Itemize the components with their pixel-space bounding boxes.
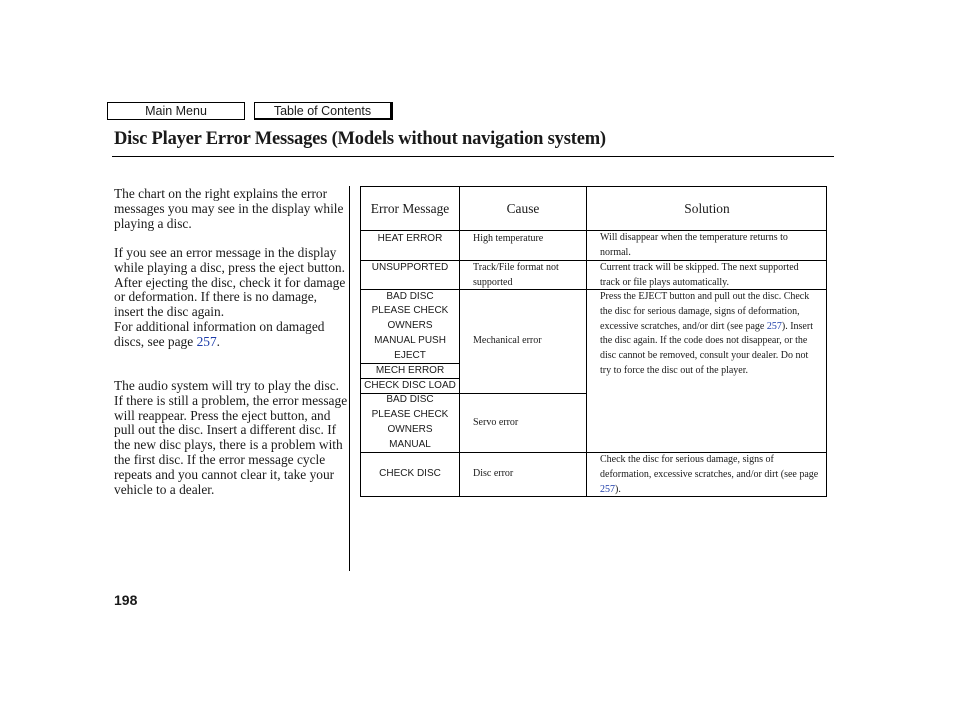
- error-bad-disc-manual: BAD DISC PLEASE CHECK OWNERS MANUAL: [371, 394, 449, 450]
- page-number: 198: [114, 592, 138, 608]
- page-link-257[interactable]: 257: [600, 483, 615, 495]
- header-cause: Cause: [506, 200, 540, 216]
- intro-paragraph-2: [114, 246, 350, 350]
- cause-unsupported: Track/File format not supported: [473, 262, 559, 288]
- error-check-disc-load: CHECK DISC LOAD: [364, 379, 456, 391]
- cause-heat: High temperature: [473, 232, 544, 244]
- table-of-contents-button[interactable]: Table of Contents: [254, 102, 393, 120]
- solution-disc-text-a: Check the disc for serious damage, signs of deformation, excessive scratches, and/or dirt (see page: [600, 454, 819, 480]
- solution-heat: Will disappear when the temperature returns to normal.: [600, 232, 788, 258]
- header-error-message: Error Message: [370, 200, 450, 216]
- intro-paragraph-2-end: .: [216, 333, 221, 349]
- intro-paragraph-2-text: If you see an error message in the display while playing a disc, press the eject button. After ejecting the disc, check it for damage or deformation. If there is no damage, insert the disc again.: [114, 245, 346, 320]
- solution-mechanical: [587, 290, 827, 379]
- main-menu-button[interactable]: Main Menu: [107, 102, 245, 120]
- intro-paragraph-2-ref: For additional information on damaged discs, see page: [114, 318, 325, 349]
- intro-paragraph-1: The chart on the right explains the error messages you may see in the display while playing a disc.: [114, 186, 344, 231]
- error-message-table: [360, 186, 827, 497]
- error-mech: MECH ERROR: [375, 364, 445, 376]
- header-solution: Solution: [684, 200, 730, 216]
- cause-disc: Disc error: [473, 468, 514, 480]
- page-title: Disc Player Error Messages (Models without navigation system): [114, 129, 606, 149]
- solution-mechanical-text-a: Press the EJECT button and pull out the disc. Check the disc for serious damage, signs of deformation, excessive scratches, and/or dirt (see page: [600, 291, 810, 332]
- page-link-257[interactable]: 257: [196, 333, 217, 349]
- error-heat: HEAT ERROR: [377, 232, 443, 244]
- solution-mechanical-text-b: ). Insert the disc again. If the code does not disappear, or the disc cannot be removed, consult your dealer. Do not try to force the disc out of the player.: [600, 320, 813, 376]
- cause-mechanical: Mechanical error: [473, 335, 542, 347]
- page-link-257[interactable]: 257: [766, 320, 782, 332]
- error-bad-disc-push-eject: BAD DISC PLEASE CHECK OWNERS MANUAL PUSH EJECT: [371, 290, 449, 361]
- cause-servo: Servo error: [473, 416, 519, 428]
- intro-paragraph-3: The audio system will try to play the disc. If there is still a problem, the error message will reappear. Press the eject button, and pull out the disc. Insert a different disc. If the new disc plays, there is a problem with the first disc. If the error message cycle repeats and you cannot clear it, take your vehicle to a dealer.: [114, 378, 348, 497]
- error-check-disc: CHECK DISC: [379, 468, 441, 480]
- solution-unsupported: Current track will be skipped. The next supported track or file plays automatically.: [600, 262, 799, 288]
- solution-disc: [587, 453, 827, 497]
- error-unsupported: UNSUPPORTED: [371, 261, 449, 273]
- title-divider: [112, 156, 834, 157]
- solution-disc-text-b: ).: [615, 483, 621, 495]
